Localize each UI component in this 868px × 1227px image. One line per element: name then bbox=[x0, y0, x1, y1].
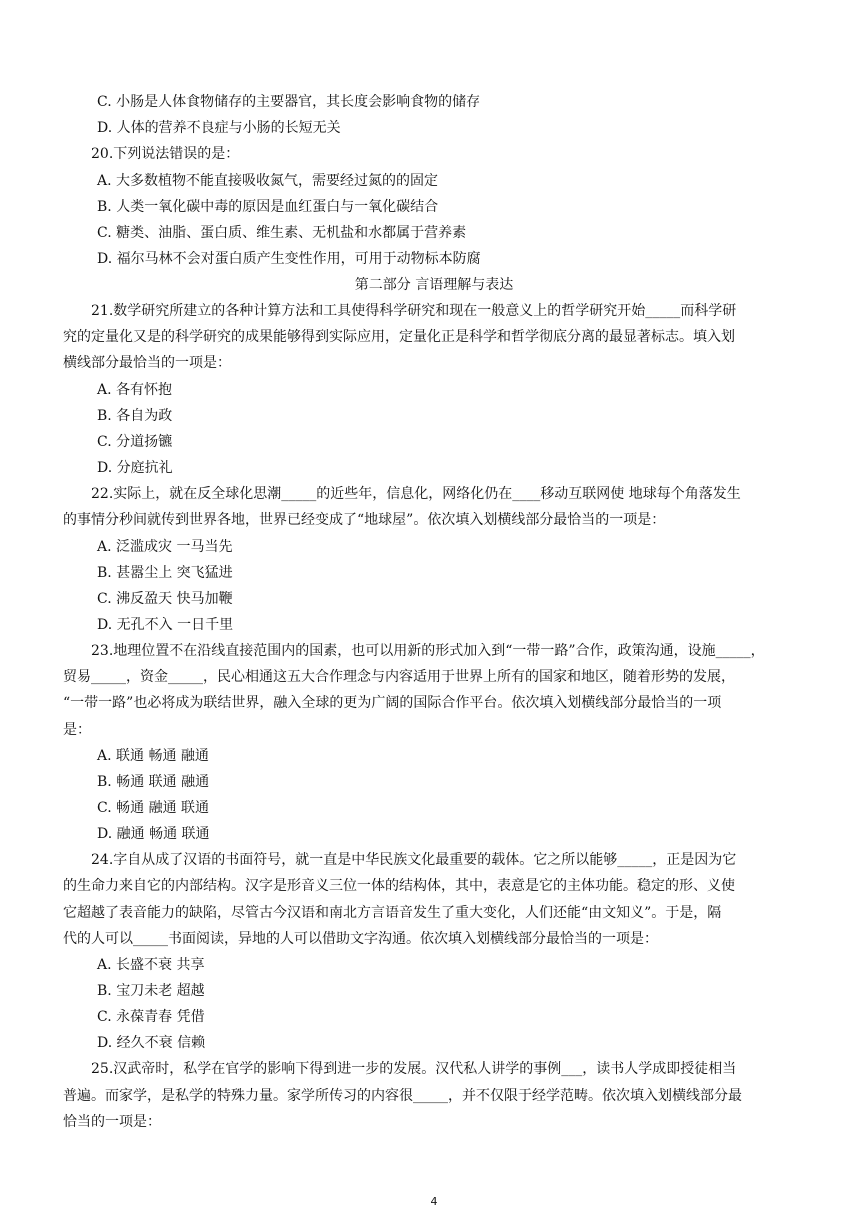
question-25-line-3: 恰当的一项是： bbox=[63, 1114, 161, 1130]
option-24a: A. 长盛不衰 共享 bbox=[97, 957, 205, 973]
section-heading: 第二部分 言语理解与表达 bbox=[354, 277, 514, 293]
option-22c: C. 沸反盈天 快马加鞭 bbox=[97, 591, 233, 607]
option-23c: C. 畅通 融通 联通 bbox=[97, 800, 210, 816]
question-22-line-2: 的事情分秒间就传到世界各地，世界已经变成了“地球屋”。依次填入划横线部分最恰当的一项是： bbox=[63, 512, 666, 528]
question-23-line-3: “一带一路”也必将成为联结世界，融入全球的更为广阔的国际合作平台。依次填入划横线部分最恰当的一项 bbox=[63, 695, 722, 711]
option-23a: A. 联通 畅通 融通 bbox=[97, 748, 209, 764]
option-21c: C. 分道扬镳 bbox=[97, 434, 173, 450]
question-23-line-4: 是： bbox=[63, 722, 91, 738]
option-19d: D. 人体的营养不良症与小肠的长短无关 bbox=[97, 120, 341, 136]
question-21: 21.数学研究所建立的各种计算方法和工具使得科学研究和现在一般意义上的哲学研究开始_____而科学研 bbox=[91, 303, 737, 319]
option-19c: C. 小肠是人体食物储存的主要器官，其长度会影响食物的储存 bbox=[97, 94, 481, 110]
option-24d: D. 经久不衰 信赖 bbox=[97, 1035, 206, 1051]
option-20c: C. 糖类、油脂、蛋白质、维生素、无机盐和水都属于营养素 bbox=[97, 225, 467, 241]
option-24c: C. 永葆青春 凭借 bbox=[97, 1009, 205, 1025]
option-23d: D. 融通 畅通 联通 bbox=[97, 826, 210, 842]
option-20d: D. 福尔马林不会对蛋白质产生变性作用，可用于动物标本防腐 bbox=[97, 251, 481, 267]
question-25-line-2: 普遍。而家学，是私学的特殊力量。家学所传习的内容很_____，并不仅限于经学范畴。依次填入划横线部分最 bbox=[63, 1088, 742, 1104]
question-24: 24.字自从成了汉语的书面符号，就一直是中华民族文化最重要的载体。它之所以能够_____，正是因为它 bbox=[91, 852, 737, 868]
option-20a: A. 大多数植物不能直接吸收氮气，需要经过氮的的固定 bbox=[97, 173, 439, 189]
question-24-line-3: 它超越了表音能力的缺陷，尽管古今汉语和南北方言语音发生了重大变化，人们还能“由文知义”。于是，隔 bbox=[63, 905, 722, 921]
page-number: 4 bbox=[430, 1195, 438, 1208]
question-20: 20.下列说法错误的是： bbox=[91, 146, 240, 162]
option-22d: D. 无孔不入 一日千里 bbox=[97, 617, 234, 633]
question-24-line-4: 代的人可以_____书面阅读，异地的人可以借助文字沟通。依次填入划横线部分最恰当的一项是： bbox=[63, 931, 658, 947]
option-22b: B. 甚嚣尘上 突飞猛进 bbox=[97, 565, 233, 581]
question-21-line-2: 究的定量化又是的科学研究的成果能够得到实际应用，定量化正是科学和哲学彻底分离的最显著标志。填入划 bbox=[63, 329, 735, 345]
question-21-line-3: 横线部分最恰当的一项是： bbox=[63, 355, 231, 371]
question-23-line-2: 贸易_____，资金_____，民心相通这五大合作理念与内容适用于世界上所有的国家和地区，随着形势的发展， bbox=[63, 669, 735, 685]
option-21b: B. 各自为政 bbox=[97, 408, 173, 424]
question-23: 23.地理位置不在沿线直接范围内的国素，也可以用新的形式加入到“一带一路”合作，政策沟通，设施_____， bbox=[91, 643, 765, 659]
option-24b: B. 宝刀未老 超越 bbox=[97, 983, 205, 999]
question-22: 22.实际上，就在反全球化思潮_____的近些年，信息化，网络化仍在____移动互联网使 地球每个角落发生 bbox=[91, 486, 741, 502]
option-23b: B. 畅通 联通 融通 bbox=[97, 774, 210, 790]
option-22a: A. 泛滥成灾 一马当先 bbox=[97, 539, 233, 555]
option-21d: D. 分庭抗礼 bbox=[97, 460, 173, 476]
question-24-line-2: 的生命力来自它的内部结构。汉字是形音义三位一体的结构体，其中，表意是它的主体功能。稳定的形、义使 bbox=[63, 878, 735, 894]
question-25: 25.汉武帝时，私学在官学的影响下得到进一步的发展。汉代私人讲学的事例___，读书人学成即授徒相当 bbox=[91, 1061, 737, 1077]
option-20b: B. 人类一氧化碳中毒的原因是血红蛋白与一氧化碳结合 bbox=[97, 199, 439, 215]
option-21a: A. 各有怀抱 bbox=[97, 382, 173, 398]
